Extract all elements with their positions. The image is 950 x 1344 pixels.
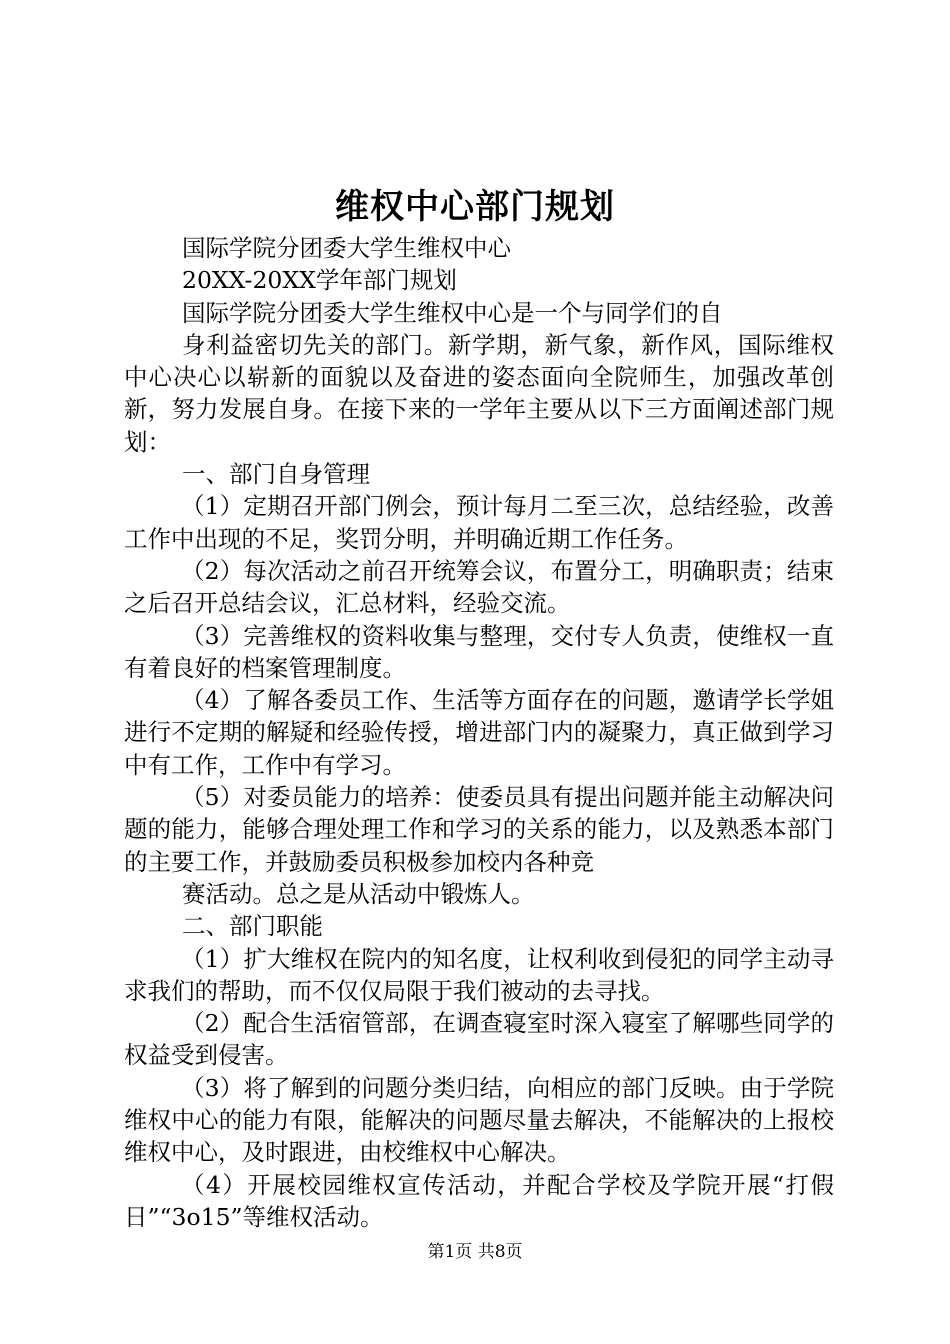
- self-management-item-3: （3）完善维权的资料收集与整理，交付专人负责，使维权一直有着良好的档案管理制度。: [124, 621, 834, 682]
- functions-item-4: （4）开展校园维权宣传活动，并配合学校及学院开展“打假日”“3o15”等维权活动。: [124, 1170, 834, 1231]
- self-management-item-4: （4）了解各委员工作、生活等方面存在的问题，邀请学长学姐进行不定期的解疑和经验传授，增进部门内的凝聚力，真正做到学习中有工作，工作中有学习。: [124, 686, 834, 779]
- section-heading-self-management: 一、部门自身管理: [182, 460, 370, 489]
- self-management-item-1: （1）定期召开部门例会，预计每月二至三次，总结经验，改善工作中出现的不足，奖罚分明，并明确近期工作任务。: [124, 492, 834, 553]
- functions-item-2: （2）配合生活宿管部，在调查寝室时深入寝室了解哪些同学的权益受到侵害。: [124, 1009, 834, 1070]
- intro-first-line: 国际学院分团委大学生维权中心是一个与同学们的自: [182, 298, 723, 327]
- self-management-item-2: （2）每次活动之前召开统筹会议，布置分工，明确职责；结束之后召开总结会议，汇总材料，经验交流。: [124, 556, 834, 618]
- page-indicator: 第1页 共8页: [427, 1242, 523, 1262]
- functions-item-3: （3）将了解到的问题分类归结，向相应的部门反映。由于学院维权中心的能力有限，能解决的问题尽量去解决，不能解决的上报校维权中心，及时跟进，由校维权中心解决。: [124, 1073, 834, 1167]
- document-body: [124, 232, 834, 1233]
- self-management-item-5: （5）对委员能力的培养：使委员具有提出问题并能主动解决问题的能力，能够合理处理工作和学习的关系的能力，以及熟悉本部门的主要工作，并鼓励委员积极参加校内各种竞: [124, 783, 834, 876]
- self-management-item-5-continued: 赛活动。总之是从活动中锻炼人。: [182, 879, 535, 908]
- plan-year-line: 20XX-20XX学年部门规划: [182, 266, 457, 295]
- intro-paragraph: 身利益密切先关的部门。新学期，新气象，新作风，国际维权中心决心以崭新的面貌以及奋进的姿态面向全院师生，加强改革创新，努力发展自身。在接下来的一学年主要从以下三方面阐述部门规划：: [124, 330, 834, 456]
- section-heading-functions: 二、部门职能: [182, 912, 323, 941]
- document-title: 维权中心部门规划: [335, 187, 615, 227]
- org-name-line: 国际学院分团委大学生维权中心: [182, 234, 511, 262]
- functions-item-1: （1）扩大维权在院内的知名度，让权利收到侵犯的同学主动寻求我们的帮助，而不仅仅局限于我们被动的去寻找。: [124, 944, 834, 1005]
